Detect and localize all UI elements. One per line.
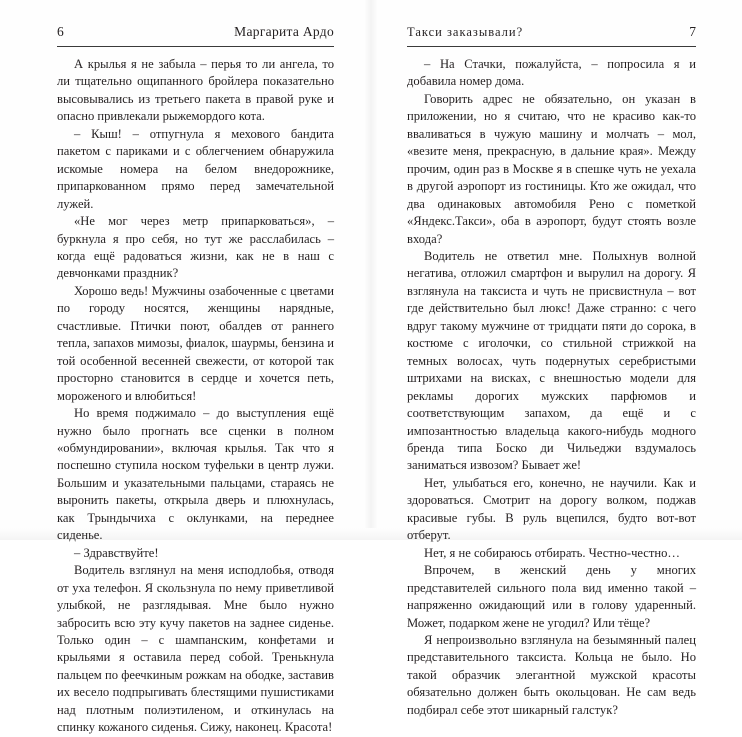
running-head-author: Маргарита Ардо <box>234 24 334 39</box>
paragraph: Водитель взглянул на меня исподлобья, отводя от уха телефон. Я скользнула по нему приветливой улыбкой, не разглядывая. Мне было нужно забросить всю эту кучу пакетов на заднее сиденье. Только один – с шампанским, конфетами и крыльями я оставила перед собой. Тренькнула пальцем по феечкиным рожкам на ободке, заставив их весело подпрыгивать блестящими пушистиками над плотным полиэтиленом, и откинулась на спинку кожаного сиденья. Сижу, наконец. Красота! <box>57 563 334 735</box>
right-page-header <box>407 24 696 47</box>
paragraph: Нет, я не собираюсь отбирать. Честно-честно… <box>424 545 681 560</box>
paragraph: А крылья я не забыла – перья то ли ангела, то ли тщательно ощипанного бройлера показательно высовывались из третьего пакета в правой руке и опасно привлекали рыжемордого кота. <box>57 57 334 124</box>
left-page-body <box>57 56 334 737</box>
book-gutter <box>365 0 377 540</box>
paragraph: Впрочем, в женский день у многих представителей сильного пола вид именно такой – напряженно ожидающий или в голову ударенный. Может, подарком жене не угодил? Или тёще? <box>407 563 696 630</box>
left-page-header <box>57 24 334 47</box>
paragraph: Но время поджимало – до выступления ещё нужно было прогнать все сценки в полном «обмундировании», включая крылья. Так что я поспешно ступила носком туфельки в центр лужи. Большим и указательными пальцами, стараясь не выронить пакеты, открыла дверь и плюхнулась, как Трындычиха с оклунками, на переднее сиденье. <box>57 406 334 543</box>
paragraph: – Здравствуйте! <box>74 545 159 560</box>
right-page-body <box>407 56 696 719</box>
running-head-title: Такси заказывали? <box>407 25 524 39</box>
page-number: 7 <box>689 24 696 39</box>
paragraph: Я непроизвольно взглянула на безымянный палец представительного таксиста. Кольца не было. Но такой образчик элегантной мужской красоты обязательно должен быть окольцован. Не сам ведь подбирал себе этот шикарный галстук? <box>407 632 696 717</box>
paragraph: Водитель не ответил мне. Полыхнув волной негатива, отложил смартфон и вырулил на дорогу. Я взглянула на таксиста и чуть не присвистнула – вот где действительно был люкс! Даже странно: с чего вдруг такому мужчине от тридцати пяти до сорока, в костюме с иголочки, со стильной стрижкой на темных волосах, чуть подернутых серебристыми штрихами на висках, с внешностью модели для рекламы дорогих мужских парфюмов и соответствующим запахом, да ещё и с импозантностью владельца какого-нибудь модного бренда типа Боско ди Чильеджи вздумалось заниматься извозом? Бывает же! <box>407 248 696 473</box>
paragraph: Нет, улыбаться его, конечно, не научили. Как и здороваться. Смотрит на дорогу волком, поджав красивые губы. В руль вцепился, будто вот-вот отберут. <box>407 475 696 543</box>
paragraph: – Кыш! – отпугнула я мехового бандита пакетом с париками и с облегчением обнаружила искомые номера на белом внедорожнике, припаркованном прямо перед замечательной лужей. <box>57 126 334 211</box>
paragraph: Говорить адрес не обязательно, он указан в приложении, но я считаю, что не красиво как-то вваливаться в чужую машину и молчать – мол, «везите меня, прекрасную, в дальние края». Между прочим, один раз в Москве я в спешке чуть не уехала в другой аэропорт из гостиницы. Кто же ожидал, что два одинаковых автомобиля Рено с пометкой «Яндекс.Такси», оба в аэропорт, будут стоять возле входа? <box>407 91 696 246</box>
paragraph: Хорошо ведь! Мужчины озабоченные с цветами по городу носятся, женщины нарядные, счастливые. Птички поют, обалдев от раннего тепла, запахов мимозы, фиалок, шаурмы, бензина и той особенной весенней свежести, от которой так просторно становится в сердце и хочется петь, мороженого и влюбиться! <box>57 283 334 403</box>
page-number: 6 <box>57 24 64 39</box>
paragraph: «Не мог через метр припарковаться», – буркнула я про себя, но тут же расслабилась – когда ещё радоваться жизни, как не в наш с девчонками праздник? <box>57 214 334 281</box>
paragraph: – На Стачки, пожалуйста, – попросила я и добавила номер дома. <box>407 57 696 89</box>
